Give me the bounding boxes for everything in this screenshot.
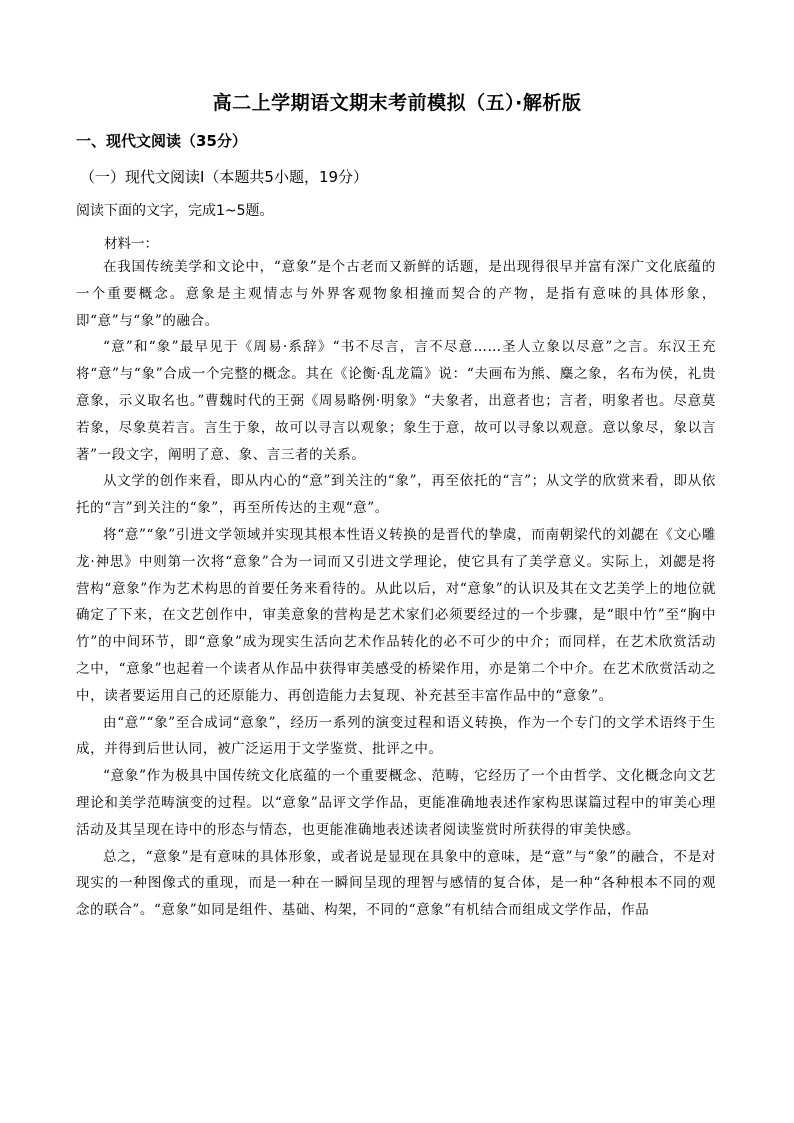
paragraph-5: 由“意”“象”至合成词“意象”，经历一系列的演变过程和语义转换，作为一个专门的文学术语终于生成，并得到后世认同，被广泛运用于文学鉴赏、批评之中。 — [76, 714, 716, 758]
paragraph-3: 从文学的创作来看，即从内心的“意”到关注的“象”，再至依托的“言”；从文学的欣赏来看，即从依托的“言”到关注的“象”，再至所传达的主观“意”。 — [76, 473, 716, 517]
article-body — [76, 254, 716, 924]
paragraph-1: 在我国传统美学和文论中，“意象”是个古老而又新鲜的话题，是出现得很早并富有深广文化底蕴的一个重要概念。意象是主观情志与外界客观物象相撞而契合的产物，是指有意味的具体形象，即“意”与“象”的融合。 — [76, 259, 716, 329]
reading-instruction: 阅读下面的文字，完成1~5题。 — [76, 203, 274, 219]
paragraph-7: 总之，“意象”是有意味的具体形象，或者说是显现在具象中的意味，是“意”与“象”的融合，不是对现实的一种图像式的重现，而是一种在一瞬间呈现的理智与感情的复合体，是一种“各种根本不同的观念的联合”。“意象”如同是组件、基础、构架，不同的“意象”有机结合而组成文学作品，作品 — [76, 848, 716, 919]
material-label: 材料一： — [104, 236, 158, 252]
paragraph-6: “意象”作为极具中国传统文化底蕴的一个重要概念、范畴，它经历了一个由哲学、文化概念向文艺理论和美学范畴演变的过程。以“意象”品评文学作品，更能准确地表述作家构思谋篇过程中的审美心理活动及其呈现在诗中的形态与情态，也更能准确地表述读者阅读鉴赏时所获得的审美快感。 — [76, 768, 716, 838]
paragraph-2: “意”和“象”最早见于《周易·系辞》“书不尽言，言不尽意……圣人立象以尽意”之言。东汉王充将“意”与“象”合成一个完整的概念。其在《论衡·乱龙篇》说：“夫画布为熊、麋之象，名布为侯，礼贵意象，示义取名也。”曹魏时代的王弼《周易略例·明象》“夫象者，出意者也；言者，明象者也。尽意莫若象，尽象莫若言。言生于象，故可以寻言以观象；象生于意，故可以寻象以观意。意以象尽，象以言著”一段文字，阐明了意、象、言三者的关系。 — [76, 339, 716, 463]
paragraph-4: 将“意”“象”引进文学领域并实现其根本性语义转换的是晋代的挚虞，而南朝梁代的刘勰在《文心雕龙·神思》中则第一次将“意象”合为一词而又引进文学理论，使它具有了美学意义。实际上，刘勰是将营构“意象”作为艺术构思的首要任务来看待的。从此以后，对“意象”的认识及其在文艺美学上的地位就确定了下来，在文艺创作中，审美意象的营构是艺术家们必须要经过的一个步骤，是“眼中竹”至“胸中竹”的中间环节，即“意象”成为现实生活向艺术作品转化的必不可少的中介；而同样，在艺术欣赏活动之中，“意象”也起着一个读者从作品中获得审美感受的桥梁作用，亦是第二个中介。在艺术欣赏活动之中，读者要运用自己的还原能力、再创造能力去复现、补充甚至丰富作品中的“意象”。 — [76, 526, 716, 704]
subsection-heading: （一）现代文阅读Ⅰ（本题共5小题，19分） — [80, 168, 369, 186]
section-heading: 一、现代文阅读（35分） — [76, 132, 247, 150]
document-title: 高二上学期语文期末考前模拟（五）·解析版 — [212, 92, 582, 114]
